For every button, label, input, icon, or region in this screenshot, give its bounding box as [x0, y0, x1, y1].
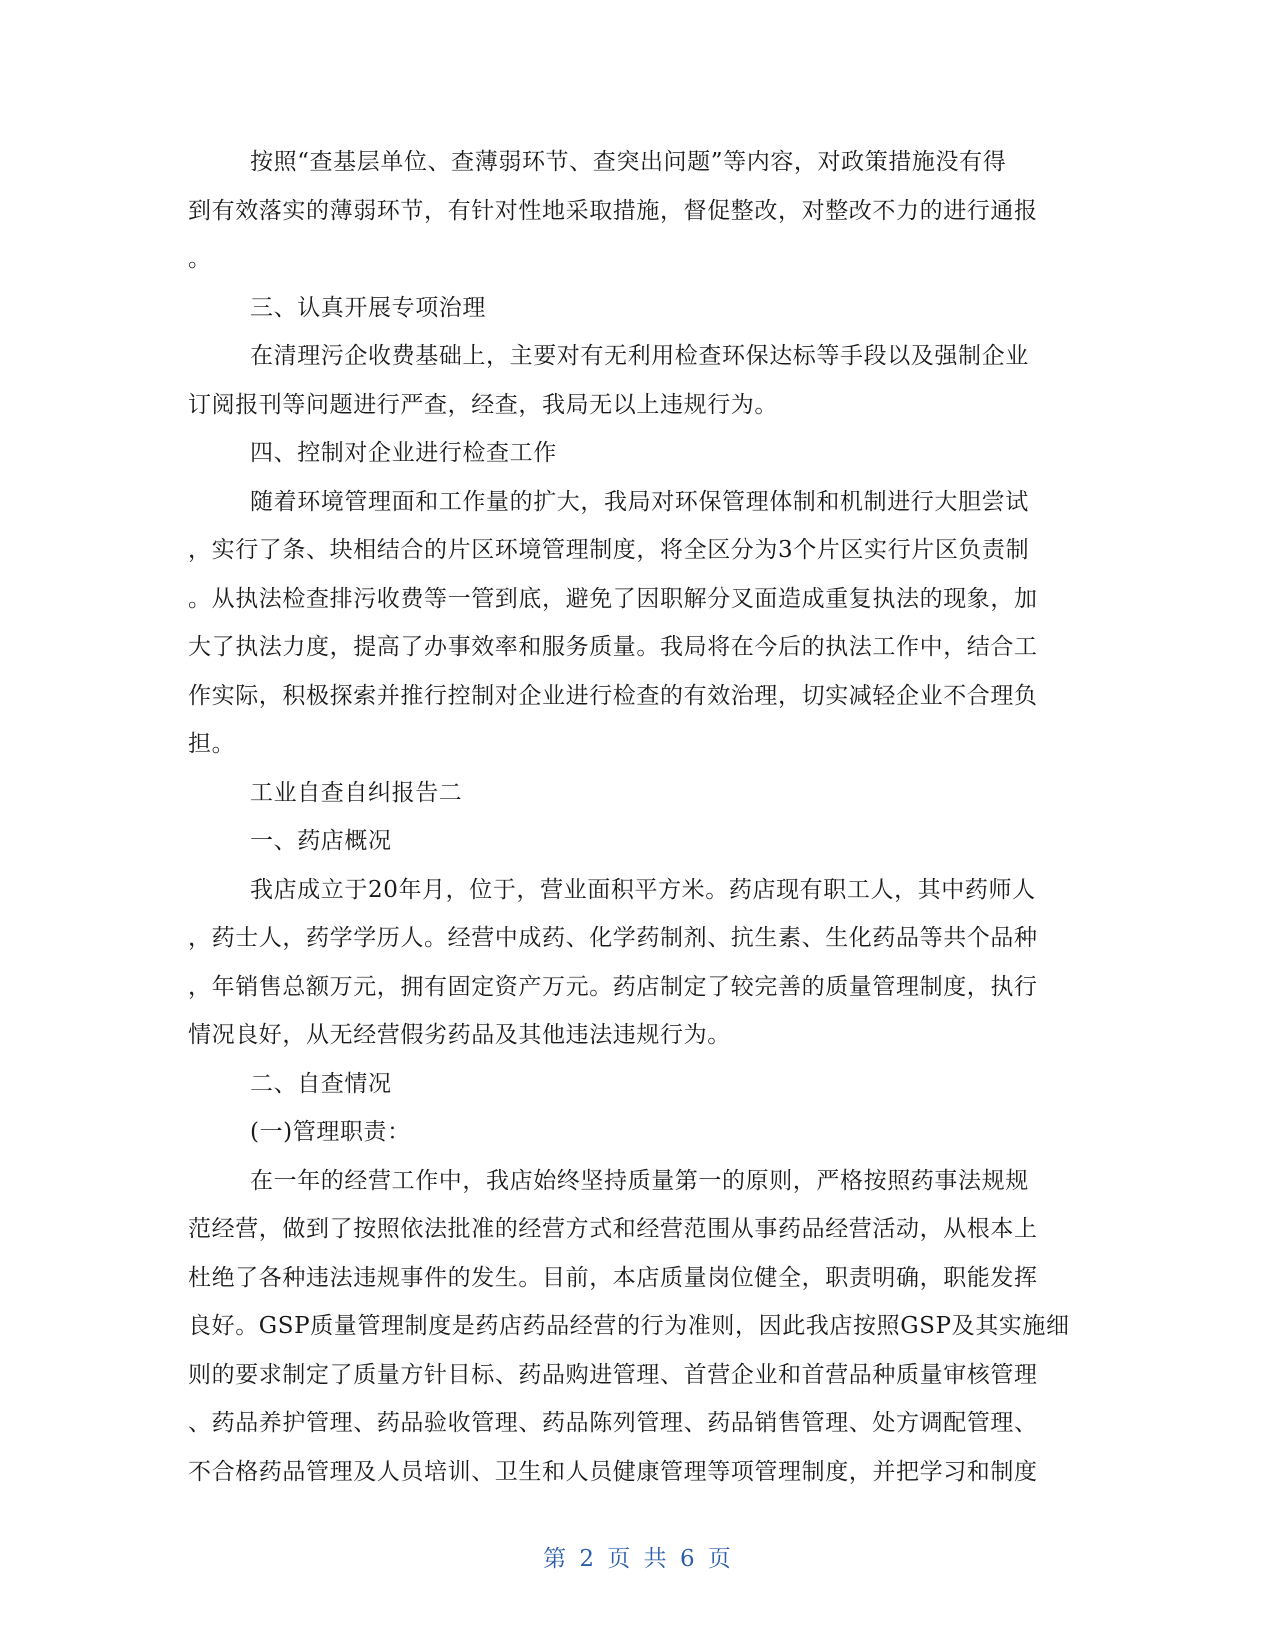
footer-ye-2: 页: [707, 1546, 732, 1572]
paragraph-line: 按照“查基层单位、查薄弱环节、查突出问题”等内容，对政策措施没有得: [250, 149, 1007, 175]
paragraph-line: 情况良好，从无经营假劣药品及其他违法违规行为。: [188, 1022, 731, 1048]
paragraph-line: 在一年的经营工作中，我店始终坚持质量第一的原则，严格按照药事法规规: [250, 1167, 1029, 1194]
paragraph-line: 良好。GSP质量管理制度是药店药品经营的行为准则，因此我店按照GSP及其实施细: [188, 1313, 1070, 1339]
paragraph-line: 、药品养护管理、药品验收管理、药品陈列管理、药品销售管理、处方调配管理、: [188, 1410, 1038, 1436]
section-heading: 四、控制对企业进行检查工作: [250, 440, 557, 466]
subsection-heading: (一)管理职责：: [250, 1119, 411, 1145]
paragraph-line: ，年销售总额万元，拥有固定资产万元。药店制定了较完善的质量管理制度，执行: [188, 973, 1038, 1000]
paragraph-line: ，药士人，药学学历人。经营中成药、化学药制剂、抗生素、生化药品等共个品种: [188, 925, 1038, 951]
paragraph-line: 范经营，做到了按照依法批准的经营方式和经营范围从事药品经营活动，从根本上: [188, 1216, 1038, 1242]
paragraph-line: 。: [188, 246, 212, 272]
paragraph-line: 担。: [188, 731, 236, 757]
paragraph-line: ，实行了条、块相结合的片区环境管理制度，将全区分为3个片区实行片区负责制: [188, 537, 1030, 563]
paragraph-line: 杜绝了各种违法违规事件的发生。目前，本店质量岗位健全，职责明确，职能发挥: [188, 1264, 1038, 1291]
section-heading: 三、认真开展专项治理: [250, 294, 486, 321]
paragraph-line: 到有效落实的薄弱环节，有针对性地采取措施，督促整改，对整改不力的进行通报: [188, 197, 1038, 224]
paragraph-line: 我店成立于20年月，位于，营业面积平方米。药店现有职工人，其中药师人: [250, 876, 1036, 903]
paragraph-line: 随着环境管理面和工作量的扩大，我局对环保管理体制和机制进行大胆尝试: [250, 488, 1029, 515]
paragraph-line: 订阅报刊等问题进行严查，经查，我局无以上违规行为。: [188, 391, 778, 418]
total-pages-number: 6: [679, 1546, 696, 1572]
paragraph-line: 。从执法检查排污收费等一管到底，避免了因职解分叉面造成重复执法的现象，加: [188, 585, 1038, 612]
footer-di: 第: [543, 1546, 568, 1572]
paragraph-line: 不合格药品管理及人员培训、卫生和人员健康管理等项管理制度，并把学习和制度: [188, 1458, 1038, 1485]
section-heading: 一、药店概况: [250, 828, 392, 854]
page-footer: [0, 1540, 1275, 1573]
section-heading: 二、自查情况: [250, 1070, 392, 1097]
paragraph-line: 作实际，积极探索并推行控制对企业进行检查的有效治理，切实减轻企业不合理负: [188, 682, 1038, 709]
report-title: 工业自查自纠报告二: [250, 779, 463, 806]
current-page-number: 2: [579, 1546, 596, 1572]
paragraph-line: 大了执法力度，提高了办事效率和服务质量。我局将在今后的执法工作中，结合工: [188, 634, 1038, 660]
paragraph-line: 则的要求制定了质量方针目标、药品购进管理、首营企业和首营品种质量审核管理: [188, 1361, 1038, 1388]
footer-ye: 页: [607, 1546, 632, 1572]
document-body: [188, 138, 1088, 1496]
footer-gong: 共: [643, 1546, 668, 1572]
paragraph-line: 在清理污企收费基础上，主要对有无利用检查环保达标等手段以及强制企业: [250, 343, 1029, 369]
